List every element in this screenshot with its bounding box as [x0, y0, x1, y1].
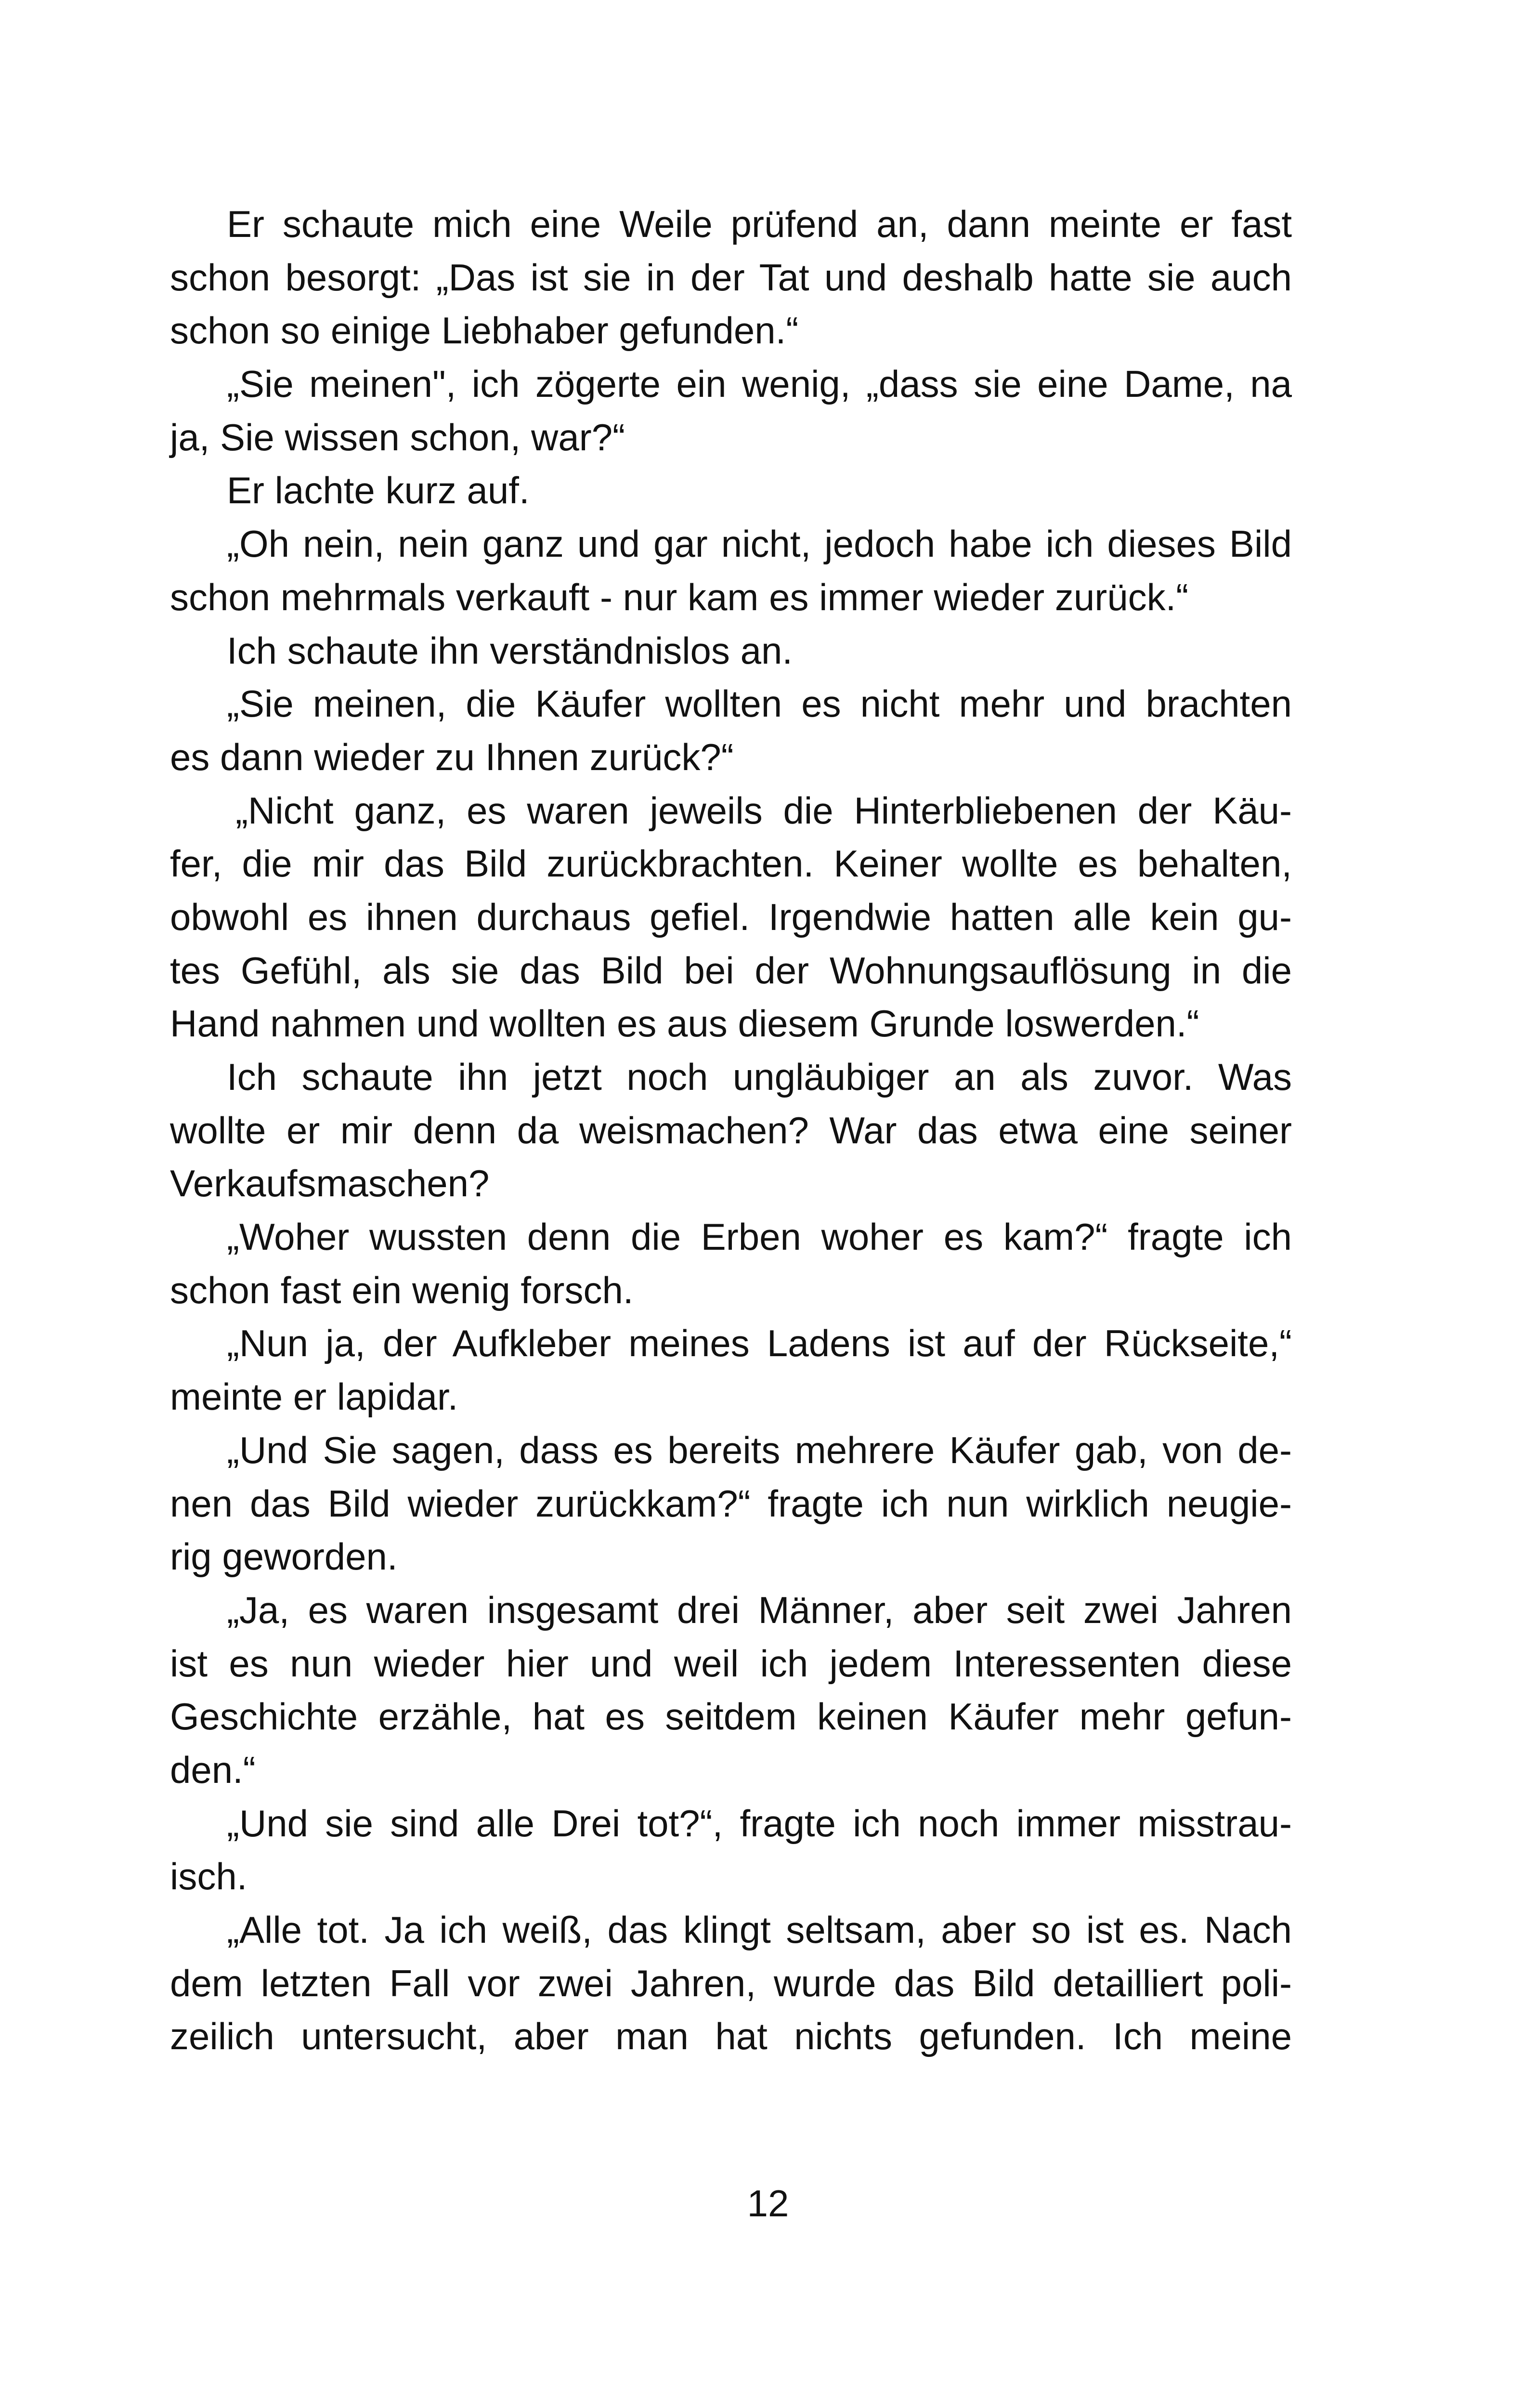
text-line: „Nun ja, der Aufkleber meines Ladens ist auf der Rückseite,“: [227, 1322, 1292, 1365]
body-text: [170, 197, 1292, 2063]
text-line: Er schaute mich eine Weile prüfend an, dann meinte er fast: [227, 203, 1292, 245]
text-line: zeilich untersucht, aber man hat nichts gefunden. Ich meine: [170, 2015, 1292, 2058]
text-line: „Alle tot. Ja ich weiß, das klingt seltsam, aber so ist es. Nach: [227, 1909, 1292, 1951]
text-line: ja, Sie wissen schon, war?“: [170, 416, 625, 458]
text-line: nen das Bild wieder zurückkam?“ fragte ich nun wirklich neugie-: [170, 1482, 1292, 1525]
page-number: 12: [747, 2182, 789, 2225]
text-line: „Sie meinen", ich zögerte ein wenig, „dass sie eine Dame, na: [227, 363, 1292, 406]
text-line: „Oh nein, nein ganz und gar nicht, jedoch habe ich dieses Bild: [227, 523, 1292, 565]
text-line: Geschichte erzähle, hat es seitdem keinen Käufer mehr gefun-: [170, 1695, 1292, 1738]
text-line: „Und Sie sagen, dass es bereits mehrere Käufer gab, von de-: [227, 1428, 1292, 1471]
text-line: rig geworden.: [170, 1535, 398, 1578]
text-line: es dann wieder zu Ihnen zurück?“: [170, 735, 734, 778]
text-line: Ich schaute ihn jetzt noch ungläubiger an als zuvor. Was: [227, 1056, 1292, 1098]
text-line: „Und sie sind alle Drei tot?“, fragte ich noch immer misstrau-: [227, 1802, 1292, 1845]
text-line: Verkaufsmaschen?: [170, 1162, 490, 1205]
text-line: tes Gefühl, als sie das Bild bei der Wohnungsauflösung in die: [170, 949, 1292, 992]
text-line: meinte er lapidar.: [170, 1375, 458, 1418]
text-line: „Ja, es waren insgesamt drei Männer, aber seit zwei Jahren: [227, 1588, 1292, 1631]
text-line: schon fast ein wenig forsch.: [170, 1269, 634, 1311]
text-line: Er lachte kurz auf.: [227, 469, 530, 512]
text-line: ist es nun wieder hier und weil ich jedem Interessenten diese: [170, 1642, 1292, 1685]
text-line: fer, die mir das Bild zurückbrachten. Keiner wollte es behalten,: [170, 842, 1292, 885]
text-line: schon mehrmals verkauft - nur kam es immer wieder zurück.“: [170, 576, 1189, 618]
text-line: dem letzten Fall vor zwei Jahren, wurde das Bild detailliert poli-: [170, 1962, 1292, 2004]
text-line: Ich schaute ihn verständnislos an.: [227, 629, 793, 672]
text-line: schon so einige Liebhaber gefunden.“: [170, 309, 799, 352]
text-line: „Nicht ganz, es waren jeweils die Hinterbliebenen der Käu-: [235, 789, 1292, 832]
text-line: Hand nahmen und wollten es aus diesem Grunde loswerden.“: [170, 1002, 1199, 1045]
text-line: isch.: [170, 1855, 247, 1898]
text-line: „Woher wussten denn die Erben woher es kam?“ fragte ich: [227, 1216, 1292, 1258]
text-line: wollte er mir denn da weismachen? War das etwa eine seiner: [170, 1109, 1292, 1152]
text-line: schon besorgt: „Das ist sie in der Tat und deshalb hatte sie auch: [170, 256, 1292, 299]
text-line: den.“: [170, 1748, 256, 1791]
text-line: „Sie meinen, die Käufer wollten es nicht mehr und brachten: [227, 682, 1292, 725]
text-line: obwohl es ihnen durchaus gefiel. Irgendwie hatten alle kein gu-: [170, 895, 1292, 938]
